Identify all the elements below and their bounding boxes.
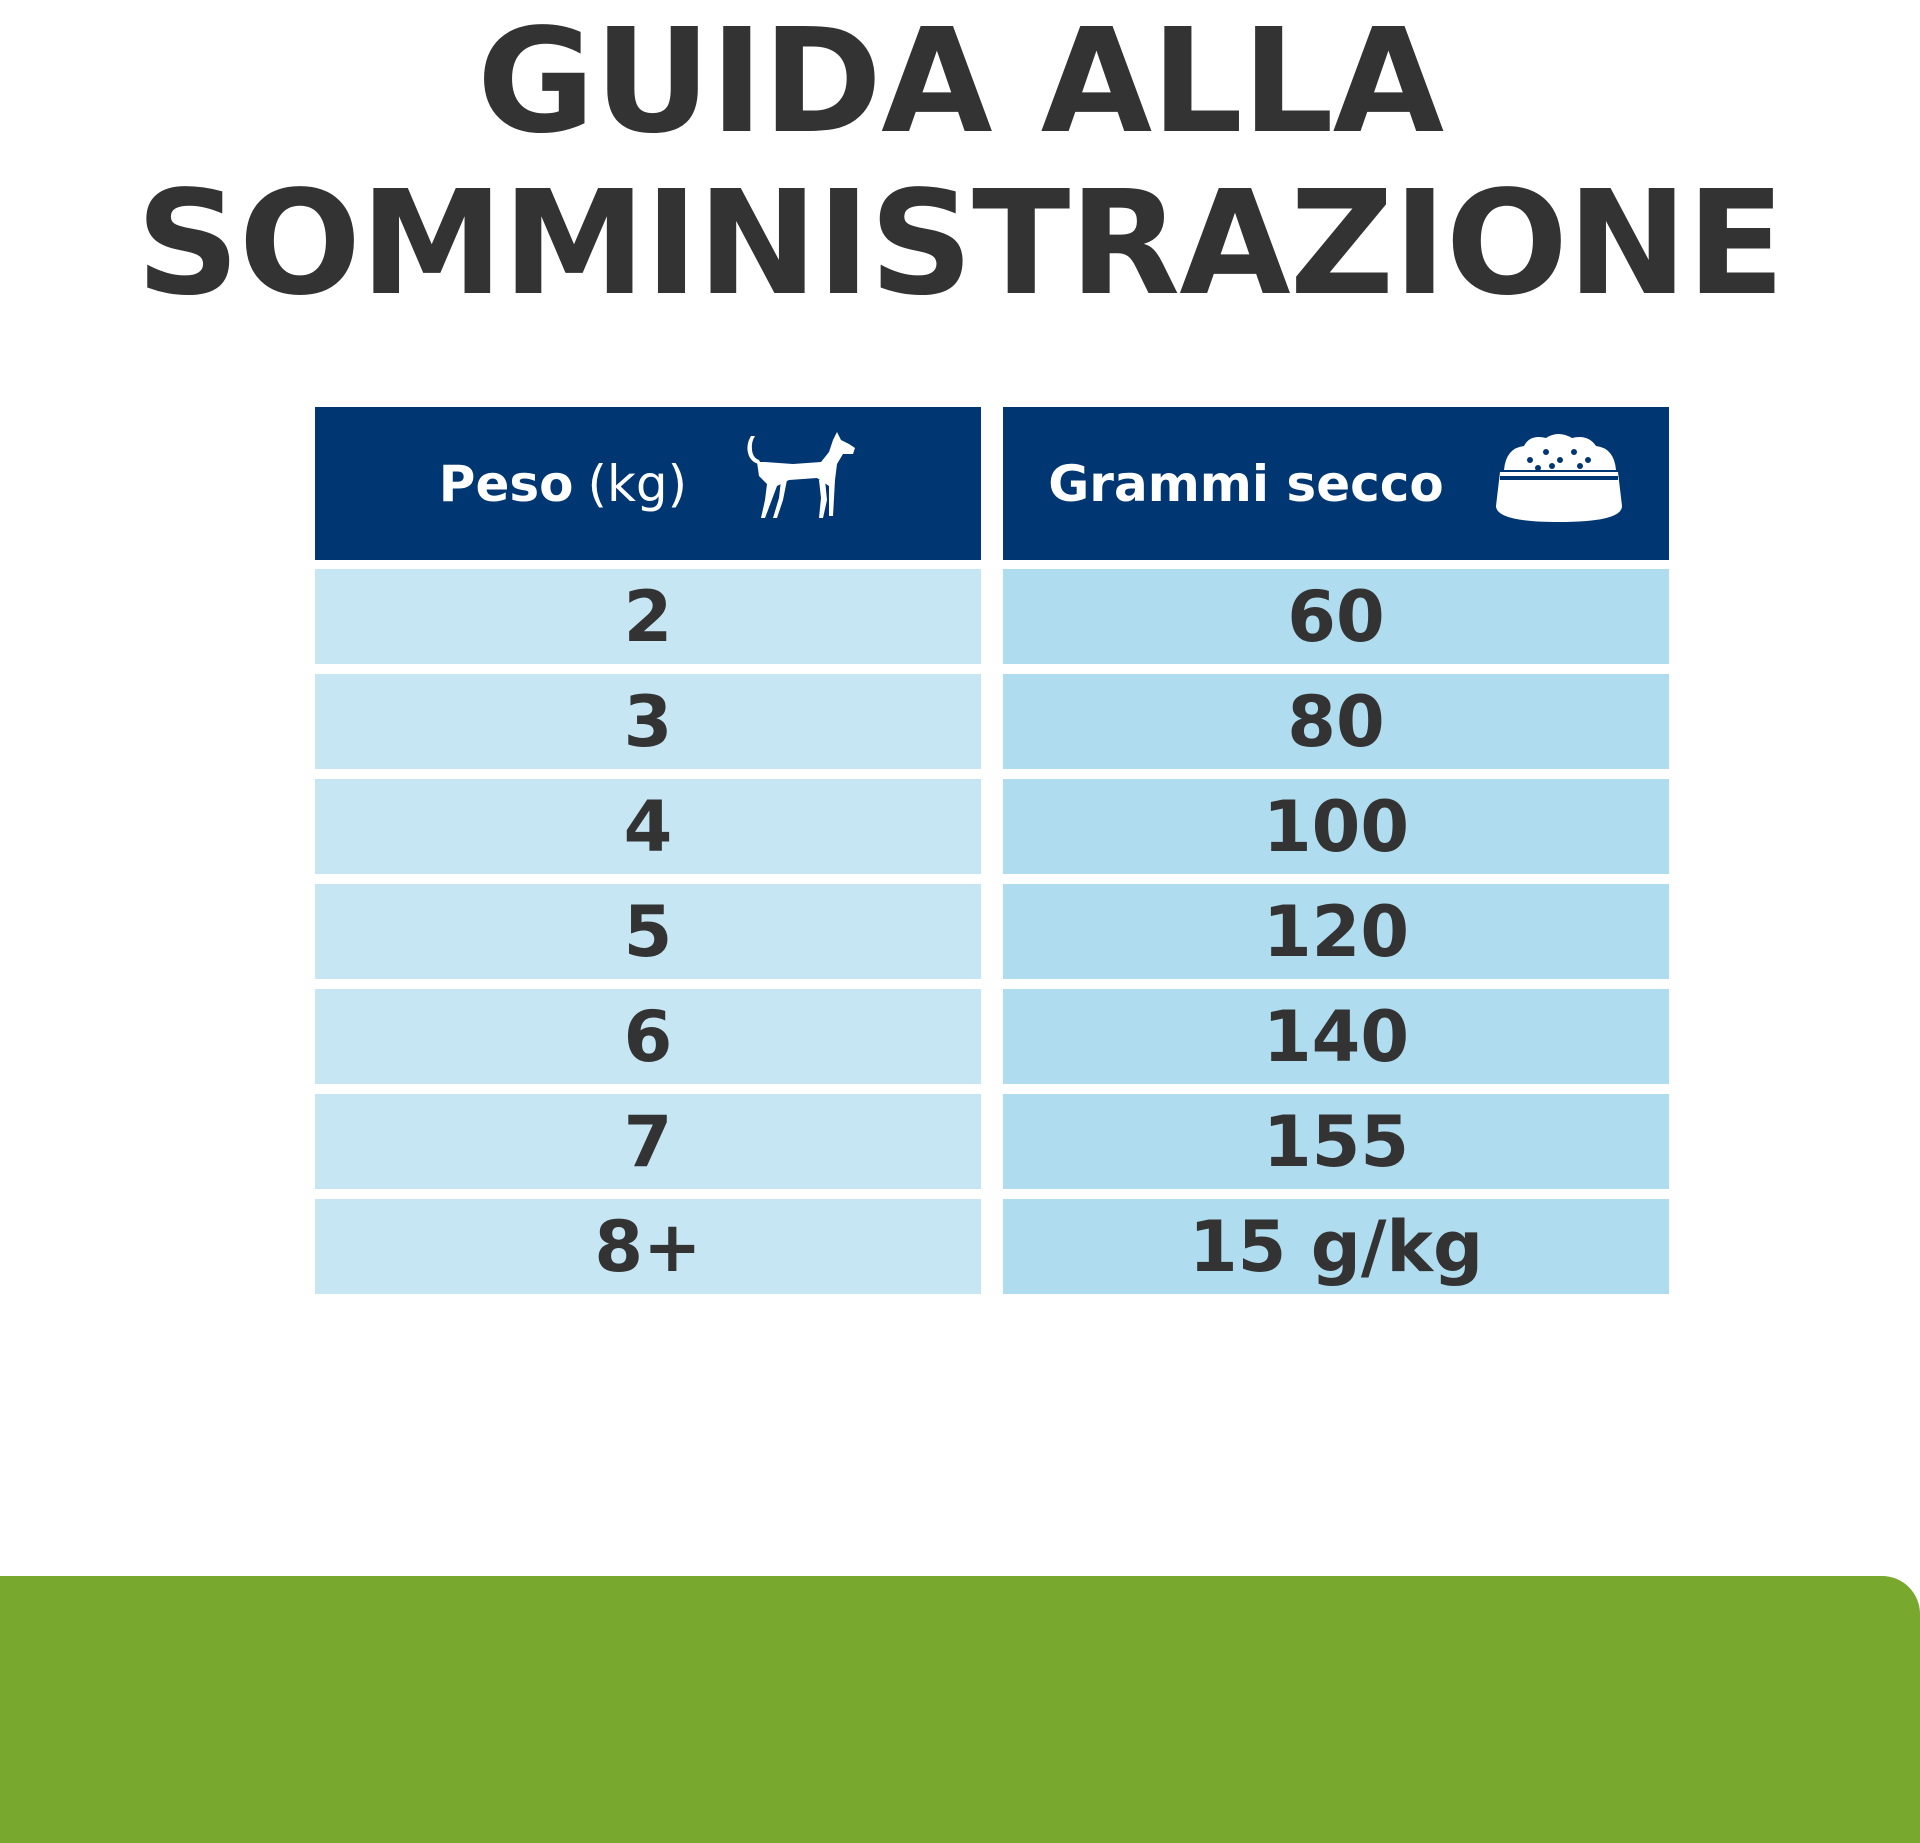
grams-cell: 140: [1003, 989, 1669, 1084]
grams-cell: 155: [1003, 1094, 1669, 1189]
footer-band: [0, 1576, 1920, 1843]
weight-cell: 8+: [315, 1199, 981, 1294]
dog-icon: [737, 428, 857, 540]
weight-cell: 5: [315, 884, 981, 979]
title-line-1: GUIDA ALLA: [476, 0, 1444, 165]
grams-column-header: [1003, 407, 1669, 560]
weight-cell: 6: [315, 989, 981, 1084]
weight-cell: 3: [315, 674, 981, 769]
weight-cell: 4: [315, 779, 981, 874]
title-line-2: SOMMINISTRAZIONE: [136, 159, 1784, 327]
grams-header-label: Grammi secco: [1048, 454, 1444, 513]
weight-header-unit: (kg): [587, 454, 688, 513]
grams-cell: 60: [1003, 569, 1669, 664]
weight-cell: 7: [315, 1094, 981, 1189]
weight-column-header: [315, 407, 981, 560]
page-title: [0, 0, 1920, 327]
weight-header-label: Peso: [438, 454, 574, 513]
food-bowl-icon: [1494, 430, 1624, 538]
grams-cell: 120: [1003, 884, 1669, 979]
weight-cell: 2: [315, 569, 981, 664]
grams-cell: 15 g/kg: [1003, 1199, 1669, 1294]
feeding-table: [315, 407, 1669, 1304]
grams-cell: 80: [1003, 674, 1669, 769]
grams-cell: 100: [1003, 779, 1669, 874]
